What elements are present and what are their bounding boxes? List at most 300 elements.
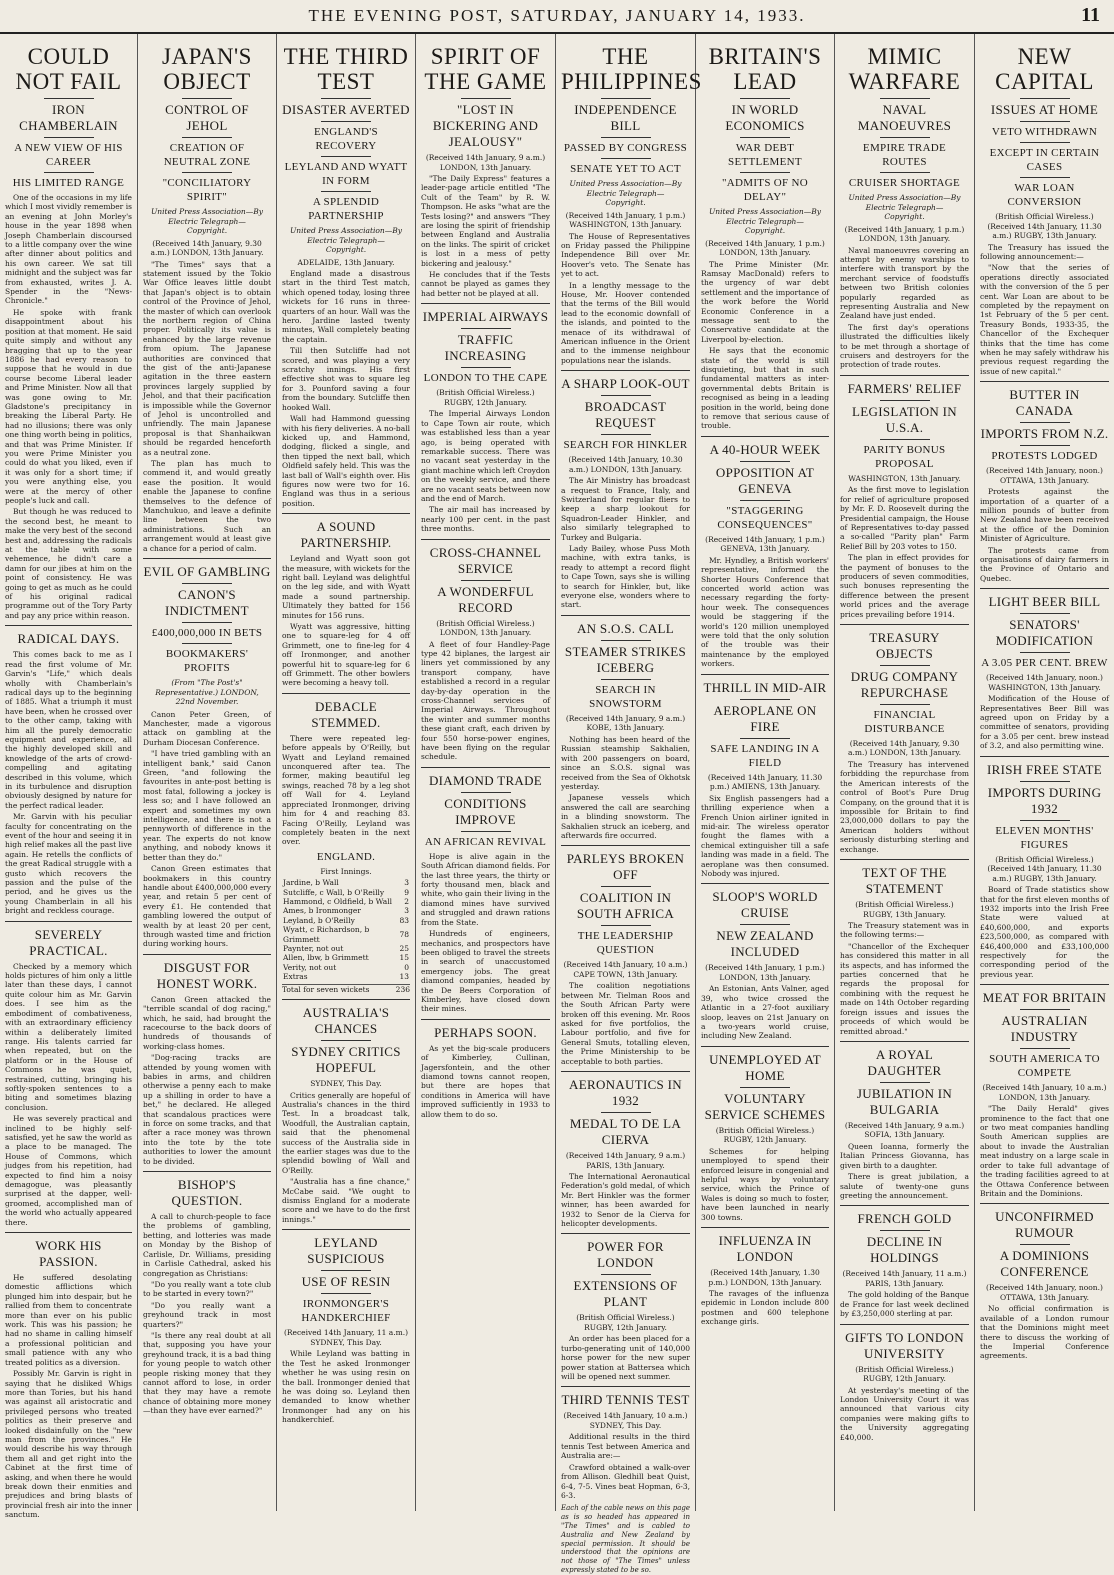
subheadline: WAR DEBT SETTLEMENT — [728, 142, 802, 168]
separator-rule — [143, 954, 271, 955]
heading-dash — [880, 665, 930, 666]
separator-rule — [5, 1232, 132, 1233]
article-paragraph: Hope is alive again in the South African diamond fields. For the last three years, the thirty or forty thousand men, black and white, who gain their living in the diamond mines have survived and struggled and drawn rations from the State. — [421, 851, 550, 927]
subheadline: OPPOSITION AT GENEVA — [715, 464, 815, 496]
footnote: Each of the cable news on this page as is so headed has appeared in "The Times" and is cabled to Australia and New Zealand by special permission. It should be understood that the opinions are not those of "The Times" unless expressly stated to be so. — [561, 1504, 690, 1574]
article-paragraph: He says that the economic state of the world is still disquieting, but that in such fundamental matters as inter-governmental debts Britain is recognised as being in a leading position in the world, being done to remove that serious cause of trouble. — [701, 346, 829, 431]
subheadline: PARITY BONUS PROPOSAL — [863, 443, 946, 470]
subheadline: AUSTRALIAN INDUSTRY — [1001, 1013, 1088, 1045]
dateline: (Received 14th January, 9 a.m.) LONDON, 13th January. — [425, 153, 546, 172]
article — [701, 674, 829, 879]
heading-dash — [740, 738, 790, 739]
article — [840, 44, 969, 370]
subheadline: £400,000,000 IN BETS — [151, 627, 263, 640]
separator-rule — [561, 370, 690, 371]
headline: SLOOP'S WORLD CRUISE — [712, 889, 818, 921]
heading-dash — [321, 1293, 371, 1294]
dateline: (Received 14th January, 1 p.m.) WASHINGTON, 13th January. — [565, 210, 686, 229]
heading-dash — [601, 1274, 651, 1275]
subheadline: SEARCH IN SNOWSTORM — [589, 683, 662, 710]
credit-line: United Press Association—By Electric Telegraph—Copyright. — [708, 207, 822, 235]
article-paragraph: The Treasury has issued the following announcement:— — [980, 242, 1109, 261]
column-3 — [277, 34, 416, 1511]
dateline: (Received 14th January, 10 a.m.) SYDNEY, This Day. — [563, 1411, 688, 1430]
subheadline: WAR LOAN CONVERSION — [1007, 182, 1082, 208]
article — [840, 1324, 969, 1442]
scorecard-row — [282, 925, 410, 944]
scorecard-row — [282, 963, 410, 972]
heading-dash — [44, 98, 94, 99]
subheadline: JUBILATION IN BULGARIA — [856, 1085, 953, 1117]
headline: LIGHT BEER BILL — [988, 594, 1101, 610]
article — [143, 558, 271, 949]
subheadline: NEW ZEALAND INCLUDED — [716, 928, 814, 960]
subheadline: SAFE LANDING IN A FIELD — [710, 742, 820, 769]
headline: DEBACLE STEMMED. — [311, 698, 381, 730]
heading-dash — [321, 191, 371, 192]
article-paragraph: Possibly Mr. Garvin is right in saying that he disliked Whigs more than Tories, but his hand was against all aristocratic and privileged persons who treated politics as their preserve and looked disdainfully on the "new man from the provinces." He would describe his way through them all and get right into the Cabinet at the first time of asking, and when there he would break down their enmities and prejudices and bring blasts of provincial fresh air into the inner sanctum. — [5, 1369, 132, 1520]
article — [143, 954, 271, 1166]
dateline: (Received 14th January, 10.30 a.m.) LONDON, 13th January. — [568, 455, 683, 474]
subheadline: AN AFRICAN REVIVAL — [424, 835, 547, 848]
separator-rule — [143, 1171, 271, 1172]
subheadline: SOUTH AMERICA TO COMPETE — [989, 1053, 1100, 1080]
article-paragraph: The House of Representatives on Friday passed the Philippine Independence Bill over Mr. Hoover's veto. The Senate has yet to act. — [561, 231, 690, 279]
separator-rule — [980, 381, 1109, 382]
article-paragraph: "Dog-racing tracks are attended by young women with babies in arms, and children otherwise a penny each to make up a shilling in order to have a bet," he declared. He alleged that scandalous practices were in force on some tracks, and that after a race money was thrown into the tote by the tote authorities to lower the amount to be divided. — [143, 1053, 271, 1166]
subheadline: "STAGGERING CONSEQUENCES" — [717, 504, 813, 531]
credit-line: United Press Association—By Electric Telegraph—Copyright. — [289, 226, 403, 254]
dateline: (Received 14th January, 1 p.m.) GENEVA, 13th January. — [705, 534, 825, 554]
heading-dash — [601, 886, 651, 887]
separator-rule — [980, 1203, 1109, 1204]
article-paragraph: Canon Green estimates that bookmakers in this country handle about £400,000,000 every year, and retain 5 per cent of every £1. He contended that gambling lowered the output of wealth by at least 20 per cent, through wasted time and friction during working hours. — [143, 864, 271, 949]
runs: 25 — [399, 944, 409, 954]
article — [5, 44, 132, 620]
article-paragraph: Checked by a memory which holds pictures of him only a little later than these days, I cannot quite colour him as Mr. Garvin does. I see him as the embodiment of combativeness, with an extraordinary efficiency within a deliberately limited range. His talents carried far when repeated, but on the platform or in the House of Commons he was quiet, restrained, cutting, bringing his softly-spoken sentences to a biting and sometimes blazing conclusion. — [5, 961, 132, 1112]
article-paragraph: The protests came from organisations of dairy farmers in the Province of Ontario and Quebec. — [980, 545, 1109, 583]
subheadline: ISSUES AT HOME — [990, 102, 1099, 117]
separator-rule — [701, 436, 829, 437]
heading-dash — [880, 98, 930, 99]
article-paragraph: While Leyland was batting in the Test he asked Ironmonger whether he was using resin on the ball. Ironmonger denied that he was doing so. Leyland then demanded to know whether Ironmonger had any on his handkerchief. — [282, 1349, 410, 1425]
article-paragraph: An Estonian, Ants Valner, aged 39, who twice crossed the Atlantic in a 27-foot auxiliary sloop, leaves on 21st January on a two-years world cruise, including New Zealand. — [701, 984, 829, 1041]
article — [282, 693, 410, 847]
article — [282, 999, 410, 1224]
article-paragraph: Schemes for helping unemployed to spend their enforced leisure in congenial and helpful ways by voluntary service, which the Prince of Wales is doing so much to foster, have been launched in nearly 300 towns. — [701, 1146, 829, 1222]
subheadline: IRONMONGER'S HANDKERCHIEF — [301, 1298, 391, 1325]
separator-rule — [840, 1041, 969, 1042]
separator-rule — [561, 845, 690, 846]
batsman-name: Paynter, not out — [283, 944, 344, 954]
article-paragraph: The Imperial Airways London to Cape Town air route, which was established less than a year ago, is being operated with remarkable success. There was no vacant seat yesterday in the giant machine which left Croydon on the weekly service, and there are no vacant seats between now and the end of March. — [421, 409, 550, 503]
headline: TEXT OF THE STATEMENT — [862, 865, 947, 897]
runs: 15 — [399, 953, 409, 963]
columns-area — [0, 34, 1114, 1574]
article-paragraph: England made a disastrous start in the third Test match, which opened today, losing three wickets for 16 runs in three-quarters of an hour. Wall was the hero. Jardine lasted twenty minutes, Wall completely beating the captain. — [282, 269, 410, 344]
article — [282, 44, 410, 508]
headline: DISGUST FOR HONEST WORK. — [156, 959, 258, 991]
heading-dash — [44, 137, 94, 138]
total-label: Total for seven wickets — [282, 984, 370, 994]
article — [561, 615, 690, 840]
article-paragraph: He suffered desolating domestic afflictions which plunged him into despair, but he rallied from them to concentrate more than ever on his public work. This was his passion; he had no shame in calling himself a professional politician and small patience with any who treated politics as a diversion. — [5, 1273, 132, 1367]
dateline: (British Official Wireless.) (Received 14th January, 11.30 a.m.) RUGBY, 13th January. — [987, 212, 1102, 240]
separator-rule — [840, 859, 969, 860]
heading-dash — [1020, 820, 1070, 821]
subheadline: CRUISER SHORTAGE — [848, 177, 961, 189]
article — [561, 1386, 690, 1500]
heading-dash — [321, 1040, 371, 1041]
article-paragraph: Six English passengers had a thrilling experience when a French Union airliner ignited in mid-air. The wireless operator fought the flames with a chemical extinguisher till a safe landing was made in a field. The aeroplane was then consumed. Nobody was injured. — [701, 793, 829, 878]
dateline: (Received 14th January, 9 a.m.) KOBE, 13th January. — [565, 713, 686, 733]
dateline: (Received 14th January, 1 p.m.) LONDON, 13th January. — [705, 238, 825, 257]
dateline: (British Official Wireless.) RUGBY, 12th January. — [436, 388, 535, 407]
subheadline: IN WORLD ECONOMICS — [725, 102, 805, 133]
article — [840, 375, 969, 619]
article-paragraph: Additional results in the third tennis Test between America and Australia are:— — [561, 1432, 690, 1461]
article-paragraph: Canon Green attacked the "terrible scandal of dog racing," which, he said, had brought the racecourse to the back doors of hundreds of thousands of working-class homes. — [143, 994, 271, 1051]
article-paragraph: Modification of the House of Representatives Beer Bill was agreed upon on Friday by a committee of senators, providing for a 3.05 per cent. brew instead of 3.2, and also permitting wine. — [980, 694, 1109, 751]
separator-rule — [701, 1227, 829, 1228]
subheadline: CANON'S INDICTMENT — [165, 587, 249, 619]
article — [561, 1071, 690, 1228]
dateline: (Received 14th January, noon.) WASHINGTON, 13th January. — [986, 673, 1103, 692]
article-paragraph: Hundreds of engineers, mechanics, and prospectors have been obliged to travel the streets in search of unaccustomed emergency jobs. The great diamond companies, headed by the De Beers Corporation of Kimberley, have closed down their mines. — [421, 929, 550, 1014]
article — [561, 845, 690, 1066]
article-paragraph: An order has been placed for a turbo-generating unit of 140,000 horse power for the new super power station at Battersea which will be opened next summer. — [561, 1334, 690, 1382]
subheadline: CREATION OF NEUTRAL ZONE — [163, 142, 251, 168]
separator-rule — [561, 615, 690, 616]
article — [421, 44, 550, 298]
heading-dash — [1020, 613, 1070, 614]
subheadline: TRAFFIC INCREASING — [444, 332, 527, 364]
article-paragraph: Crawford obtained a walk-over from Allison. Gledhill beat Quist, 6-4, 7-5. Vines beat Hopman, 6-3, 6-3. — [561, 1462, 690, 1500]
article — [701, 1046, 829, 1222]
headline: A SHARP LOOK-OUT — [561, 376, 690, 392]
column-4 — [416, 34, 556, 1511]
separator-rule — [5, 921, 132, 922]
article — [421, 303, 550, 533]
headline: THRILL IN MID-AIR — [703, 679, 827, 695]
heading-dash — [601, 640, 651, 641]
article-paragraph: Wall had Hammond guessing with his fiery deliveries. A no-ball kicked up, and Hammond, dodging, flicked a single, and then tipped the next ball, which Oldfield safely held. This was the last ball of Wall's eighth over. His figures now were two for 16. England was thus in a serious position. — [282, 414, 410, 508]
dateline: (British Official Wireless.) RUGBY, 12th January. — [715, 1125, 815, 1145]
heading-dash — [601, 434, 651, 435]
article — [561, 1233, 690, 1381]
separator-rule — [840, 1324, 969, 1325]
subheadline: VOLUNTARY SERVICE SCHEMES — [704, 1090, 826, 1122]
headline: AN S.O.S. CALL — [576, 620, 674, 636]
article — [143, 1171, 271, 1416]
subheadline: INDEPENDENCE BILL — [574, 102, 677, 133]
dateline: (British Official Wireless.) RUGBY, 13th January. — [855, 900, 954, 919]
article — [701, 883, 829, 1040]
separator-rule — [840, 375, 969, 376]
heading-dash — [740, 172, 790, 173]
article — [840, 859, 969, 1036]
total-value: 236 — [395, 984, 410, 994]
heading-dash — [1020, 142, 1070, 143]
article-paragraph: Canon Peter Green, of Manchester, made a vigorous attack on gambling at the Durham Diocesan Conference. — [143, 709, 271, 747]
runs: 3 — [404, 878, 409, 888]
article-paragraph: In a lengthy message to the House, Mr. Hoover contended that the terms of the Bill would lead to the economic downfall of the islands, and pointed to the menace of its withdrawal of American influence in the Orient and to the immense neighbour populations near the islands. — [561, 280, 690, 365]
subheadline: IRON CHAMBERLAIN — [19, 102, 118, 133]
scorecard-heading: ENGLAND. — [316, 850, 376, 863]
heading-dash — [182, 98, 232, 99]
batsman-name: Allen, lbw, b Grimmett — [283, 953, 369, 963]
headline: A ROYAL DAUGHTER — [867, 1046, 942, 1078]
headline: FRENCH GOLD — [857, 1211, 952, 1227]
article-paragraph: The plan in effect provides for the payment of bonuses to the producers of seven commodities, such bonuses representing the difference between the present world prices and the average prices prevailing before 1914. — [840, 553, 969, 619]
article — [980, 44, 1109, 376]
separator-rule — [980, 984, 1109, 985]
heading-dash — [601, 158, 651, 159]
separator-rule — [421, 767, 550, 768]
heading-dash — [740, 699, 790, 700]
credit-line: United Press Association—By Electric Telegraph—Copyright. — [569, 179, 682, 207]
article — [840, 1041, 969, 1200]
dateline: (Received 14th January, noon.) OTTAWA, 13th January. — [986, 1283, 1103, 1302]
subheadline: "LOST IN BICKERING AND JEALOUSY" — [432, 102, 539, 149]
heading-dash — [461, 580, 511, 581]
headline: PARLEYS BROKEN OFF — [566, 851, 685, 883]
article — [421, 539, 550, 762]
credit-line: United Press Association—By Electric Telegraph—Copyright. — [848, 193, 961, 221]
article-paragraph: "Now that the series of operations directly associated with the conversion of the 5 per cent. War Loan are about to be completed by the repayment on 1st February of the 5 per cent. Treasury Bonds, 1933-35, the Chancellor of the Exchequer thinks that the time has come when he may safely withdraw his previous request regarding the issue of new capital." — [980, 263, 1109, 376]
scorecard-table — [282, 878, 410, 981]
article-paragraph: Mr. Garvin with his peculiar faculty for concentrating on the event of the hour and seeing it in high relief makes all the past live again. He retells the conflicts of the great Radical struggle with a gusto which recovers the passion and the pulse of the period, and he gives us the young Chamberlain in all his bright and reckless courage. — [5, 812, 132, 916]
article-paragraph: Critics generally are hopeful of Australia's chances in the third Test. In a broadcast talk, Woodfull, the Australian captain, said that the phenomenal success of the Australia side in the earlier stages was due to the splendid bowling of Wall and O'Reilly. — [282, 1090, 410, 1175]
heading-dash — [321, 156, 371, 157]
subheadline: SEARCH FOR HINKLER — [563, 439, 688, 452]
subheadline: HIS LIMITED RANGE — [12, 177, 125, 189]
article — [980, 588, 1109, 750]
dateline: (British Official Wireless.) RUGBY, 12th January. — [855, 1364, 954, 1384]
article-paragraph: He was severely practical and inclined to be highly self-satisfied, yet he saw the world as a place to be managed. The House of Commons, which judges from his repetition, had expected to find him a noisy demagogue, was pleasantly surprised at the dapper, well-groomed, accomplished man of the world who actually appeared there. — [5, 1114, 132, 1227]
article-paragraph: The plan has much to commend it, and would greatly ease the position. It would enable the Japanese to confine themselves to the defence of Manchukuo, and leave a definite line between the two administrations. Such an arrangement would at least give a chance for a period of calm. — [143, 459, 271, 553]
headline: DIAMOND TRADE — [428, 772, 543, 788]
headline: IRISH FREE STATE — [987, 761, 1102, 777]
column-8 — [975, 34, 1114, 1511]
heading-dash — [1020, 121, 1070, 122]
headline: A SOUND PARTNERSHIP. — [300, 519, 392, 551]
heading-dash — [461, 831, 511, 832]
headline: UNEMPLOYED AT HOME — [709, 1051, 821, 1083]
batsman-name: Sutcliffe, c Wall, b O'Reilly — [283, 887, 385, 897]
article — [282, 850, 410, 994]
subheadline: CONDITIONS IMPROVE — [444, 795, 527, 827]
headline: GIFTS TO LONDON UNIVERSITY — [845, 1329, 964, 1361]
heading-dash — [182, 583, 232, 584]
dateline: (British Official Wireless.) (Received 14th January, 11.30 a.m.) RUGBY, 13th January. — [987, 854, 1102, 883]
article-paragraph: Nothing has been heard of the Russian steamship Sakhalien, with 200 passengers on board, since an S.O.S. signal was received from the Sea of Okhotsk yesterday. — [561, 734, 690, 791]
separator-rule — [840, 624, 969, 625]
heading-dash — [880, 704, 930, 705]
runs: 78 — [399, 929, 409, 939]
article — [282, 513, 410, 688]
article-paragraph: "Chancellor of the Exchequer has considered this matter in all its aspects, and has informed the parties concerned that he regards the proposal for combining with the request he made on 14th October regarding foreign issues and issues the proceeds of which would be remitted abroad." — [840, 941, 969, 1036]
heading-dash — [461, 367, 511, 368]
subheadline: EXTENSIONS OF PLANT — [573, 1278, 678, 1310]
subheadline: VETO WITHDRAWN — [991, 126, 1098, 138]
scorecard-row — [282, 944, 410, 953]
heading-dash — [1020, 177, 1070, 178]
article — [5, 921, 132, 1227]
batsman-name: Jardine, b Wall — [283, 878, 339, 888]
article-paragraph: The air mail has increased by nearly 100 per cent. in the past three months. — [421, 505, 550, 534]
scorecard-row — [282, 878, 410, 887]
article — [282, 1229, 410, 1424]
subheadline: EXCEPT IN CERTAIN CASES — [989, 147, 1100, 173]
heading-dash — [1020, 422, 1070, 423]
dateline: (Received 14th January, 1.30 p.m.) LONDON, 13th January. — [708, 1268, 822, 1287]
scorecard-row — [282, 888, 410, 897]
headline: UNCONFIRMED RUMOUR — [995, 1209, 1094, 1241]
article — [561, 370, 690, 610]
heading-dash — [182, 622, 232, 623]
article — [980, 381, 1109, 583]
column-7 — [835, 34, 975, 1511]
heading-dash — [601, 395, 651, 396]
subheadline: FINANCIAL DISTURBANCE — [864, 708, 945, 735]
separator-rule — [282, 693, 410, 694]
heading-dash — [601, 925, 651, 926]
headline: MIMIC WARFARE — [848, 44, 961, 94]
heading-dash — [601, 98, 651, 99]
subheadline: LONDON TO THE CAPE — [423, 372, 548, 385]
headline: CROSS-CHANNEL SERVICE — [429, 544, 542, 576]
heading-dash — [182, 172, 232, 173]
separator-rule — [282, 999, 410, 1000]
dateline: (Received 14th January, 9 a.m.) PARIS, 13th January. — [565, 1151, 686, 1170]
subheadline: "CONCILIATORY SPIRIT" — [162, 177, 252, 203]
runs: 9 — [404, 887, 409, 897]
headline: A 40-HOUR WEEK — [709, 441, 821, 457]
heading-dash — [1020, 1009, 1070, 1010]
headline: FARMERS' RELIEF — [847, 380, 962, 396]
subheadline: STEAMER STRIKES ICEBERG — [564, 643, 687, 675]
article — [701, 436, 829, 669]
subheadline: DISASTER AVERTED — [282, 102, 410, 117]
dateline: (British Official Wireless.) RUGBY, 12th January. — [576, 1313, 675, 1332]
heading-dash — [461, 792, 511, 793]
separator-rule — [421, 539, 550, 540]
headline: THE THIRD TEST — [283, 44, 409, 94]
heading-dash — [321, 1270, 371, 1271]
article-paragraph: He spoke with frank disappointment about his position at that moment. He said quite simply and without any bragging that up to the year 1886 he had every reason to suppose that he would in due course become Liberal leader and Prime Minister. Now all that was gone owing to Mr. Gladstone's precipitancy in breaking the Liberal Party. He had no illusions; there was only one thing worth being in politics, and that was Prime Minister. If you were Prime Minister you could do what you liked, even if it was only for a short time; if you were anything else, you were at the mercy of other people's luck and call. — [5, 307, 132, 505]
article-paragraph: The ravages of the influenza epidemic in London include 800 postmen and 600 telephone exchange girls. — [701, 1289, 829, 1327]
headline: IMPERIAL AIRWAYS — [422, 309, 549, 325]
article-paragraph: The gold holding of the Banque de France for last week declined by £3,250,000 sterling at par. — [840, 1290, 969, 1319]
article-paragraph: "Do you really want a greyhound track in most quarters?" — [143, 1300, 271, 1329]
heading-dash — [461, 98, 511, 99]
article — [421, 1019, 550, 1119]
separator-rule — [421, 1019, 550, 1020]
article-paragraph: Naval manoeuvres covering an attempt by enemy warships to interfere with transport by the merchant service of foodstuffs between two British colonies popularly regarded as representing Australia and New Zealand have just ended. — [840, 245, 969, 321]
article-paragraph: Protests against the importation of a quarter of a million pounds of butter from New Zealand have been received at the office of the Dominion Minister of Agriculture. — [980, 487, 1109, 544]
article-paragraph: Wyatt was aggressive, hitting one to square-leg for 4 off Grimmett, one to fine-leg for 4 off Ironmonger, and another powerful hit to square-leg for 6 off Grimmett. The other bowlers were becoming a heavy toll. — [282, 622, 410, 688]
article-paragraph: But though he was reduced to the second best, he meant to make the very best of the second best and, addressing the radicals at the table with some vehemence, he didn't care a damn for our jibes at him on the point of consistency. He was going to get as much as he could of his original radical programme out of the Tory Party and pay any price within reason. — [5, 507, 132, 620]
subheadline: NAVAL MANOEUVRES — [857, 102, 952, 133]
scorecard-subheading: First Innings. — [320, 866, 372, 876]
headline: AERONAUTICS IN 1932 — [569, 1077, 682, 1108]
article-paragraph: He concludes that if the Tests cannot be played as games they had better not be played at all. — [421, 270, 550, 298]
batsman-name: Extras — [283, 972, 308, 982]
article-paragraph: A call to church-people to face the problems of gambling, betting, and lotteries was made on Monday by the Bishop of Carlisle, Dr. Williams, presiding in Carlisle Cathedral, asked his congregation as Christians: — [143, 1212, 271, 1278]
article-paragraph: "The Daily Express" features a leader-page article entitled "The Cult of the Team" by R. W. Thompson. He asks "what are the Tests losing?" and answers "They are losing the spirit of friendship between England and Australia on the links. The spirit of cricket is lost in a mess of petty bickering and jealousy." — [421, 174, 550, 268]
dateline: (Received 14th January, 11 a.m.) PARIS, 13th January. — [842, 1269, 967, 1288]
subheadline: THE LEADERSHIP QUESTION — [577, 930, 674, 957]
dateline: (Received 14th January, 9.30 a.m.) LONDON, 13th January. — [150, 238, 264, 257]
article-paragraph: No official confirmation is available of a London rumour that the Dominions might meet there to discuss the working of the Imperial Conference agreements. — [980, 1304, 1109, 1361]
batsman-name: Wyatt, c Richardson, b Grimmett — [283, 925, 370, 944]
headline: BISHOP'S QUESTION. — [171, 1177, 243, 1209]
article-paragraph: "I have tried gambling with an intelligent bank," said Canon Green, "and following the favourites in ante-post betting is most fatal, following a jockey is less so; and I have followed an expert and sometimes my own intelligence, and there is not a pennyworth of difference in the year. The experts do not know anything, and nobody knows it better than they do." — [143, 749, 271, 862]
article — [980, 756, 1109, 980]
subheadline: A NEW VIEW OF HIS CAREER — [14, 142, 123, 168]
heading-dash — [321, 121, 371, 122]
article — [5, 625, 132, 915]
article-paragraph: "Australia has a fine chance," McCabe said. "We ought to dismiss England for a moderate score and we have to do the first innings." — [282, 1177, 410, 1224]
heading-dash — [1020, 98, 1070, 99]
runs: 13 — [399, 972, 409, 982]
dateline: (Received 14th January, 11.30 p.m.) AMIENS, 13th January. — [707, 772, 823, 792]
credit-line: (From "The Post's" Representative.) LONDON, 22nd November. — [155, 678, 259, 707]
page-number: 11 — [1081, 4, 1100, 26]
separator-rule — [561, 1386, 690, 1387]
scorecard-row — [282, 972, 410, 981]
headline: THE PHILIPPINES — [561, 44, 702, 94]
heading-dash — [880, 439, 930, 440]
heading-dash — [740, 500, 790, 501]
credit-line: United Press Association—By Electric Telegraph—Copyright. — [150, 207, 264, 235]
dateline: (Received 14th January, 1 p.m.) LONDON, 13th January. — [844, 224, 965, 243]
headline: BRITAIN'S LEAD — [708, 44, 822, 94]
separator-rule — [980, 588, 1109, 589]
article-paragraph: A fleet of four Handley-Page type 42 biplanes, the largest air liners yet commissioned by any transport company, have established a record in a regular day-by-day operation in the cross-Channel services of Imperial Airways. Throughout the winter and summer months these giant craft, each driven by four 550 horse-power engines, have been flying on the regular schedule. — [421, 639, 550, 762]
article-paragraph: The first day's operations illustrated the difficulties likely to be met through a shortage of cruisers and destroyers for the protection of trade routes. — [840, 322, 969, 370]
headline: SPIRIT OF THE GAME — [424, 44, 547, 94]
separator-rule — [561, 1071, 690, 1072]
article — [980, 984, 1109, 1198]
masthead-title: THE EVENING POST, SATURDAY, JANUARY 14, 1933. — [308, 6, 806, 25]
heading-dash — [1020, 652, 1070, 653]
article-paragraph: Till then Sutcliffe had not scored, and was playing a very scratchy innings. His first effective shot was to square leg for 3. Pounford saving a four from the boundary. Sutcliffe then hooked Wall. — [282, 346, 410, 412]
heading-dash — [461, 328, 511, 329]
separator-rule — [840, 1205, 969, 1206]
batsman-name: Verity, not out — [283, 962, 337, 972]
heading-dash — [1020, 781, 1070, 782]
subheadline: BOOKMAKERS' PROFITS — [165, 648, 249, 675]
heading-dash — [182, 137, 232, 138]
article-paragraph: Queen Ioanna, formerly the Italian Princess Giovanna, has given birth to a daughter. — [840, 1141, 969, 1170]
column-2 — [138, 34, 277, 1511]
article-paragraph: There is great jubilation, a salute of twenty-one guns greeting the announcement. — [840, 1172, 969, 1200]
subheadline: SYDNEY CRITICS HOPEFUL — [291, 1044, 401, 1076]
article-paragraph: Mr. Hyndley, a British workers' representative, informed the Shorter Hours Conference that concerted world action was necessary regarding the forty-hour week. The consequences would be staggering if the world's 120 million unemployed were told that the only solution of the trouble was their maintenance by the employed workers. — [701, 555, 829, 669]
article — [561, 44, 702, 365]
article — [840, 1205, 969, 1318]
article-paragraph: Board of Trade statistics show that for the first eleven months of 1932 imports into the Irish Free State were valued at £40,600,000, and exports £23,500,000, as compared with £46,400,000 and £33,100,000 respectively for the corresponding period of the previous year. — [980, 885, 1109, 979]
separator-rule — [143, 558, 271, 559]
subheadline: IMPORTS DURING 1932 — [987, 784, 1102, 816]
subheadline: SENATORS' MODIFICATION — [995, 617, 1094, 649]
article-paragraph: "Is there any real doubt at all that, supposing you have your greyhound track, it is a bad thing for young people to watch other people risking money that they cannot afford to lose, in order that they may have a remote chance of obtaining more money—than they have ever earned?" — [143, 1330, 271, 1416]
article-paragraph: "The Times" says that a statement issued by the Tokio War Office leaves little doubt that Japan's object is to obtain control of the Province of Jehol, the master of which can overlook the northern region of China proper. Politically its value is enhanced by the large revenue from opium. The Japanese authorities are convinced that the gist of the anti-Japanese agitation in the three eastern provinces largely supplied by Jehol, and that their pacification is impossible while the Governor of Jehol is uncontrolled and unfriendly. The main Japanese proposal is that Shanhaikwan should be regarded henceforth as a neutral zone. — [143, 259, 271, 457]
article-paragraph: Lady Bailey, whose Puss Moth machine, with extra tanks, is ready to attempt a record flight to Cape Town, says she is willing to search for Hinkler, but, like everyone else, wonders where to start. — [561, 544, 690, 610]
article — [701, 44, 829, 431]
